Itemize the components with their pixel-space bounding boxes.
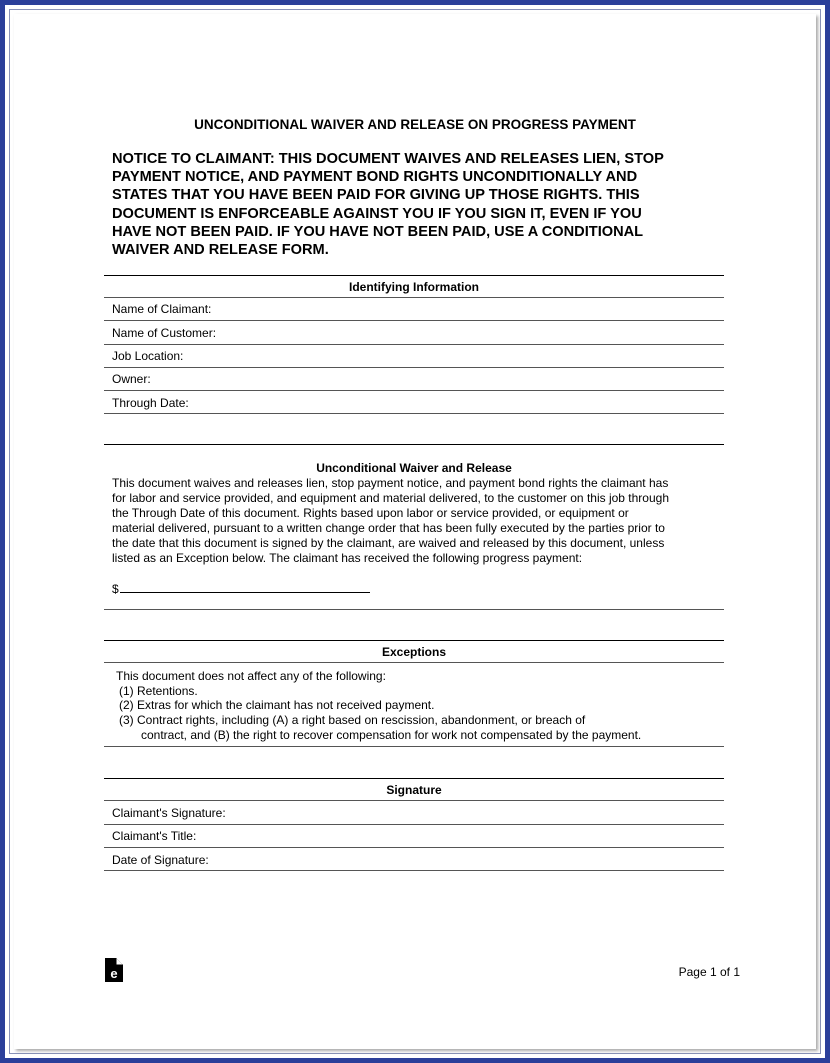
notice-line: STATES THAT YOU HAVE BEEN PAID FOR GIVING UP THOSE RIGHTS. THIS: [112, 187, 640, 204]
job-location-field[interactable]: Job Location:: [112, 349, 184, 363]
claimant-title-field[interactable]: Claimant's Title:: [112, 829, 197, 843]
name-of-claimant-field[interactable]: Name of Claimant:: [112, 302, 212, 316]
row-divider: [104, 390, 724, 391]
payment-amount-blank[interactable]: [120, 580, 370, 593]
currency-symbol: $: [112, 582, 119, 596]
date-of-signature-field[interactable]: Date of Signature:: [112, 853, 209, 867]
row-divider: [104, 800, 724, 801]
section-top-rule: [104, 778, 724, 779]
logo-letter: e: [110, 966, 118, 981]
waiver-heading: Unconditional Waiver and Release: [316, 461, 512, 475]
waiver-line: This document waives and releases lien, stop payment notice, and payment bond rights the claimant has: [112, 476, 669, 490]
exception-item: (2) Extras for which the claimant has not received payment.: [119, 698, 435, 712]
exception-item: (3) Contract rights, including (A) a right based on rescission, abandonment, or breach of: [119, 713, 586, 727]
section-top-rule: [104, 444, 724, 445]
notice-line: WAIVER AND RELEASE FORM.: [112, 242, 329, 259]
row-divider: [104, 297, 724, 298]
row-divider: [104, 344, 724, 345]
row-divider: [104, 746, 724, 747]
section-top-rule: [104, 640, 724, 641]
waiver-line: for labor and service provided, and equipment and material delivered, to the customer on this job through: [112, 491, 669, 505]
section-top-rule: [104, 275, 724, 276]
owner-field[interactable]: Owner:: [112, 372, 151, 386]
payment-amount-field[interactable]: [112, 580, 370, 596]
page-number: Page 1 of 1: [678, 965, 740, 979]
name-of-customer-field[interactable]: Name of Customer:: [112, 326, 217, 340]
exceptions-heading: Exceptions: [381, 645, 447, 659]
row-divider: [104, 870, 724, 871]
row-divider: [104, 662, 724, 663]
exception-item: (1) Retentions.: [119, 684, 198, 698]
waiver-line: material delivered, pursuant to a written change order that has been fully executed by the parties prior to: [112, 521, 665, 535]
notice-line: DOCUMENT IS ENFORCEABLE AGAINST YOU IF YOU SIGN IT, EVEN IF YOU: [112, 205, 642, 222]
through-date-field[interactable]: Through Date:: [112, 396, 189, 410]
waiver-line: the date that this document is signed by the claimant, are waived and released by this document, unless: [112, 536, 665, 550]
row-divider: [104, 413, 724, 414]
notice-line: NOTICE TO CLAIMANT: THIS DOCUMENT WAIVES AND RELEASES LIEN, STOP: [112, 151, 664, 167]
signature-heading: Signature: [386, 783, 442, 797]
row-divider: [104, 824, 724, 825]
exceptions-intro: This document does not affect any of the following:: [116, 669, 386, 683]
exception-item-continuation: contract, and (B) the right to recover compensation for work not compensated by the payment.: [141, 728, 642, 742]
waiver-text: [112, 476, 718, 566]
notice-line: PAYMENT NOTICE, AND PAYMENT BOND RIGHTS UNCONDITIONALLY AND: [112, 169, 638, 186]
row-divider: [104, 367, 724, 368]
eforms-logo-icon: [104, 957, 124, 983]
row-divider: [104, 320, 724, 321]
notice-line: HAVE NOT BEEN PAID. IF YOU HAVE NOT BEEN PAID, USE A CONDITIONAL: [112, 223, 644, 240]
row-divider: [104, 609, 724, 610]
document-title: UNCONDITIONAL WAIVER AND RELEASE ON PROGRESS PAYMENT: [194, 117, 636, 132]
waiver-line: listed as an Exception below. The claimant has received the following progress payment:: [112, 551, 583, 565]
identifying-heading: Identifying Information: [349, 280, 479, 294]
notice-to-claimant: [112, 150, 732, 259]
claimant-signature-field[interactable]: Claimant's Signature:: [112, 806, 226, 820]
waiver-line: the Through Date of this document. Rights based upon labor or service provided, or equipment or: [112, 506, 629, 520]
row-divider: [104, 847, 724, 848]
